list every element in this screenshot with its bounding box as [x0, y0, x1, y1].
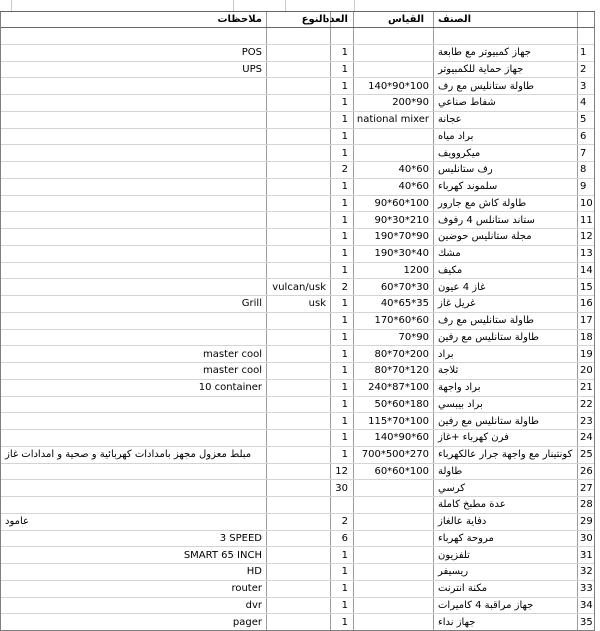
cell-type [267, 246, 331, 262]
cell-item: مشك [434, 246, 578, 262]
cell-count: 1 [331, 430, 354, 446]
cell-type [267, 263, 331, 279]
table-row [1, 497, 594, 514]
cell-item: طاولة كاش مع جارور [434, 196, 578, 212]
cell-item: ميكروويف [434, 145, 578, 161]
cell-row-number: 26 [580, 465, 593, 477]
cell-row-number: 23 [580, 415, 593, 427]
cell-row-number: 17 [580, 315, 593, 327]
cell-row-number: 15 [580, 281, 593, 293]
cell-type [267, 614, 331, 630]
cell-count: 6 [331, 531, 354, 547]
table-row [1, 413, 594, 430]
cell-size [354, 598, 434, 614]
table-row [1, 397, 594, 414]
cell-size: 70*90 [354, 330, 434, 346]
cell-row-number: 35 [580, 616, 593, 628]
cell-size: 80*70*120 [354, 363, 434, 379]
cell-type [267, 62, 331, 78]
cell-notes: POS [1, 45, 267, 61]
cell-notes: مبلط معزول مجهز بامدادات كهربائية و صحية و امدادات غاز [1, 447, 267, 463]
cell-size: 90*30*210 [354, 212, 434, 228]
table-row [1, 45, 594, 62]
cell-count: 1 [331, 212, 354, 228]
table-row [1, 447, 594, 464]
table-row [1, 330, 594, 347]
grid-line [285, 0, 286, 11]
cell-size [354, 514, 434, 530]
cell-count: 1 [331, 229, 354, 245]
header-notes: ملاحظات [1, 12, 267, 27]
table-row [1, 614, 594, 630]
cell-row-number: 22 [580, 398, 593, 410]
cell-type [267, 95, 331, 111]
cell-item: طاولة ستانليس مع رف [434, 313, 578, 329]
cell-type [267, 531, 331, 547]
cell-size: 80*70*200 [354, 346, 434, 362]
cell-count: 2 [331, 162, 354, 178]
cell-count: 1 [331, 296, 354, 312]
table-row [1, 598, 594, 615]
cell-type [267, 547, 331, 563]
cell-count: 1 [331, 95, 354, 111]
cell-size [354, 145, 434, 161]
cell-type [267, 514, 331, 530]
cell-item: كونتينار مع واجهة جرار عالكهرباء [434, 447, 578, 463]
table-row [1, 531, 594, 548]
cell-notes [1, 313, 267, 329]
cell-size: 700*500*270 [354, 447, 434, 463]
cell-count: 1 [331, 129, 354, 145]
cell-count: 1 [331, 380, 354, 396]
cell-type [267, 346, 331, 362]
cell-item: رف ستانليس [434, 162, 578, 178]
cell-notes [1, 497, 267, 513]
table-row [1, 380, 594, 397]
cell-row-number: 16 [580, 298, 593, 310]
table-row [1, 229, 594, 246]
cell-type [267, 145, 331, 161]
cell-row-number: 6 [580, 130, 587, 142]
cell-item: طاولة ستانليس مع رفين [434, 330, 578, 346]
cell-notes [1, 162, 267, 178]
header-type: النوع [267, 12, 331, 27]
cell-notes: Grill [1, 296, 267, 312]
table-row [1, 547, 594, 564]
table-row [1, 212, 594, 229]
cell-size: 60*70*30 [354, 279, 434, 295]
cell-row-number: 29 [580, 516, 593, 528]
cell-size [354, 531, 434, 547]
cell-item: براد [434, 346, 578, 362]
table-row [1, 363, 594, 380]
table-row [1, 246, 594, 263]
cell-count: 1 [331, 112, 354, 128]
cell-count: 1 [331, 45, 354, 61]
cell-row-number: 20 [580, 365, 593, 377]
cell-row-number: 24 [580, 432, 593, 444]
cell-row-number: 10 [580, 197, 593, 209]
cell-size: 240*87*100 [354, 380, 434, 396]
cell-notes: HD [1, 564, 267, 580]
cell-notes: master cool [1, 346, 267, 362]
header-count: العدد [331, 12, 354, 27]
cell-row-number: 19 [580, 348, 593, 360]
cell-size: 60*60*100 [354, 464, 434, 480]
cell-type [267, 179, 331, 195]
table-row [1, 514, 594, 531]
cell-count: 1 [331, 598, 354, 614]
cell-type [267, 212, 331, 228]
cell-row-number: 28 [580, 499, 593, 511]
table-row [1, 112, 594, 129]
cell-item: ثلاجة [434, 363, 578, 379]
cell-row-number: 5 [580, 114, 587, 126]
cell-item: عدة مطبخ كاملة [434, 497, 578, 513]
table-row [1, 78, 594, 95]
cell-notes: عامود [1, 514, 267, 530]
table-row [1, 145, 594, 162]
table-row [1, 581, 594, 598]
header-rownum [578, 12, 594, 27]
cell-item: شفاط صناعي [434, 95, 578, 111]
cell-size: 115*70*100 [354, 413, 434, 429]
cell-item: سلموند كهرباء [434, 179, 578, 195]
cell-count: 1 [331, 196, 354, 212]
cell-count: 1 [331, 581, 354, 597]
table-row [1, 346, 594, 363]
grid-line [233, 0, 234, 11]
cell-type [267, 112, 331, 128]
cell-type [267, 564, 331, 580]
cell-item: ستاند ستانلس 4 رفوف [434, 212, 578, 228]
cell-row-number: 1 [580, 47, 587, 59]
header-item: الصنف [434, 12, 578, 27]
table-row [1, 196, 594, 213]
cell-notes: dvr [1, 598, 267, 614]
cell-size [354, 45, 434, 61]
cell-size: 190*70*90 [354, 229, 434, 245]
cell-size: 140*90*60 [354, 430, 434, 446]
cell-size [354, 581, 434, 597]
cell-count: 1 [331, 363, 354, 379]
cell-item: تلفزيون [434, 547, 578, 563]
cell-notes [1, 397, 267, 413]
cell-notes [1, 78, 267, 94]
cell-size [354, 480, 434, 496]
cell-item: غاز 4 عيون [434, 279, 578, 295]
cell-notes [1, 95, 267, 111]
cell-notes [1, 129, 267, 145]
cell-item: فرن كهرباء +غاز [434, 430, 578, 446]
cell-size [354, 129, 434, 145]
cell-count: 2 [331, 514, 354, 530]
cell-size [354, 614, 434, 630]
cell-type [267, 78, 331, 94]
cell-row-number: 8 [580, 164, 587, 176]
cell-count: 1 [331, 145, 354, 161]
table-row [1, 279, 594, 296]
cell-type [267, 598, 331, 614]
table-row [1, 296, 594, 313]
cell-count: 1 [331, 246, 354, 262]
cell-notes [1, 464, 267, 480]
cell-count [331, 497, 354, 513]
table-row [1, 179, 594, 196]
cell-row-number: 2 [580, 63, 587, 75]
cell-notes [1, 212, 267, 228]
cell-size [354, 564, 434, 580]
cell-row-number: 4 [580, 97, 587, 109]
cell-type: vulcan/usk [267, 279, 331, 295]
header-size: القياس [354, 12, 434, 27]
cell-notes [1, 179, 267, 195]
cutoff-row-above [0, 0, 593, 11]
table-row [1, 313, 594, 330]
cell-type [267, 196, 331, 212]
cell-type [267, 380, 331, 396]
cell-item: طاولة [434, 464, 578, 480]
cell-notes: SMART 65 INCH [1, 547, 267, 563]
cell-size: 90*60*100 [354, 196, 434, 212]
cell-count: 2 [331, 279, 354, 295]
cell-type: usk [267, 296, 331, 312]
cell-notes: pager [1, 614, 267, 630]
cell-row-number: 21 [580, 382, 593, 394]
cell-item: جهاز حماية للكمبيوتر [434, 62, 578, 78]
table-row [1, 263, 594, 280]
cell-notes [1, 112, 267, 128]
cell-count: 1 [331, 614, 354, 630]
cell-size: 40*60 [354, 179, 434, 195]
cell-type [267, 162, 331, 178]
cell-type [267, 430, 331, 446]
table-row [1, 95, 594, 112]
table-body [1, 45, 594, 630]
cell-notes: UPS [1, 62, 267, 78]
cell-type [267, 330, 331, 346]
cell-item: كرسي [434, 480, 578, 496]
cell-item: براد واجهة [434, 380, 578, 396]
cell-count: 1 [331, 313, 354, 329]
cell-count: 12 [331, 464, 354, 480]
cell-type [267, 363, 331, 379]
cell-count: 1 [331, 447, 354, 463]
cell-row-number: 9 [580, 181, 587, 193]
table-row [1, 430, 594, 447]
cell-item: جهاز مراقبة 4 كاميرات [434, 598, 578, 614]
cell-row-number: 18 [580, 331, 593, 343]
table-header-row [1, 12, 594, 28]
table-row [1, 564, 594, 581]
cell-count: 30 [331, 480, 354, 496]
cell-item: دفاية عالغاز [434, 514, 578, 530]
cell-count: 1 [331, 397, 354, 413]
cell-item: مكيف [434, 263, 578, 279]
cell-row-number: 30 [580, 532, 593, 544]
cell-notes [1, 263, 267, 279]
cell-notes [1, 413, 267, 429]
table-row [1, 464, 594, 481]
cell-item: غريل غاز [434, 296, 578, 312]
cell-notes [1, 246, 267, 262]
cell-item: براد مياه [434, 129, 578, 145]
cell-type [267, 45, 331, 61]
cell-row-number: 31 [580, 549, 593, 561]
cell-row-number: 11 [580, 214, 593, 226]
cell-row-number: 13 [580, 248, 593, 260]
cell-item: عجانة [434, 112, 578, 128]
cell-count: 1 [331, 78, 354, 94]
cell-type [267, 447, 331, 463]
cell-type [267, 129, 331, 145]
cell-count: 1 [331, 564, 354, 580]
cell-notes: 3 SPEED [1, 531, 267, 547]
cell-type [267, 464, 331, 480]
cell-item: طاولة ستانليس مع رفين [434, 413, 578, 429]
cell-notes [1, 229, 267, 245]
cell-row-number: 27 [580, 482, 593, 494]
cell-size: 140*90*100 [354, 78, 434, 94]
grid-line [11, 0, 12, 11]
cell-item: مروحة كهرباء [434, 531, 578, 547]
cell-item: ريسيفر [434, 564, 578, 580]
cell-notes [1, 330, 267, 346]
cell-type [267, 397, 331, 413]
cell-count: 1 [331, 346, 354, 362]
cell-type [267, 581, 331, 597]
cell-item: جهاز كمبيوتر مع طابعة [434, 45, 578, 61]
cell-count: 1 [331, 179, 354, 195]
cell-notes: router [1, 581, 267, 597]
table-row [1, 129, 594, 146]
cell-row-number: 32 [580, 566, 593, 578]
cell-count: 1 [331, 547, 354, 563]
cell-count: 1 [331, 263, 354, 279]
cell-size: 1200 [354, 263, 434, 279]
cell-item: طاولة ستانليس مع رف [434, 78, 578, 94]
cell-row-number: 3 [580, 80, 587, 92]
cell-row-number: 34 [580, 599, 593, 611]
cell-count: 1 [331, 330, 354, 346]
cell-notes [1, 279, 267, 295]
inventory-table [0, 11, 595, 631]
cell-row-number: 12 [580, 231, 593, 243]
cell-size [354, 62, 434, 78]
grid-line [354, 0, 355, 11]
cell-type [267, 497, 331, 513]
cell-size: 50*60*180 [354, 397, 434, 413]
cell-row-number: 14 [580, 264, 593, 276]
cell-size: 40*65*35 [354, 296, 434, 312]
cell-size: 170*60*60 [354, 313, 434, 329]
table-row [1, 62, 594, 79]
cell-notes [1, 145, 267, 161]
cell-size: 40*60 [354, 162, 434, 178]
cell-item: جهاز نداء [434, 614, 578, 630]
cell-size [354, 497, 434, 513]
empty-spacer-row [1, 28, 594, 45]
cell-row-number: 7 [580, 147, 587, 159]
cell-size: 200*90 [354, 95, 434, 111]
cell-notes [1, 430, 267, 446]
cell-item: براد بيبسي [434, 397, 578, 413]
cell-count: 1 [331, 413, 354, 429]
cell-type [267, 480, 331, 496]
cell-notes [1, 196, 267, 212]
cell-row-number: 33 [580, 583, 593, 595]
cell-size: 190*30*40 [354, 246, 434, 262]
cell-type [267, 229, 331, 245]
cell-notes [1, 480, 267, 496]
cell-notes: master cool [1, 363, 267, 379]
cell-size [354, 547, 434, 563]
cell-notes: 10 container [1, 380, 267, 396]
cell-type [267, 313, 331, 329]
cell-count: 1 [331, 62, 354, 78]
cell-size: national mixer [354, 112, 434, 128]
cell-item: مجلة ستانليس حوضين [434, 229, 578, 245]
table-row [1, 162, 594, 179]
cell-item: مكنة انترنت [434, 581, 578, 597]
table-row [1, 480, 594, 497]
cell-row-number: 25 [580, 449, 593, 461]
cell-type [267, 413, 331, 429]
